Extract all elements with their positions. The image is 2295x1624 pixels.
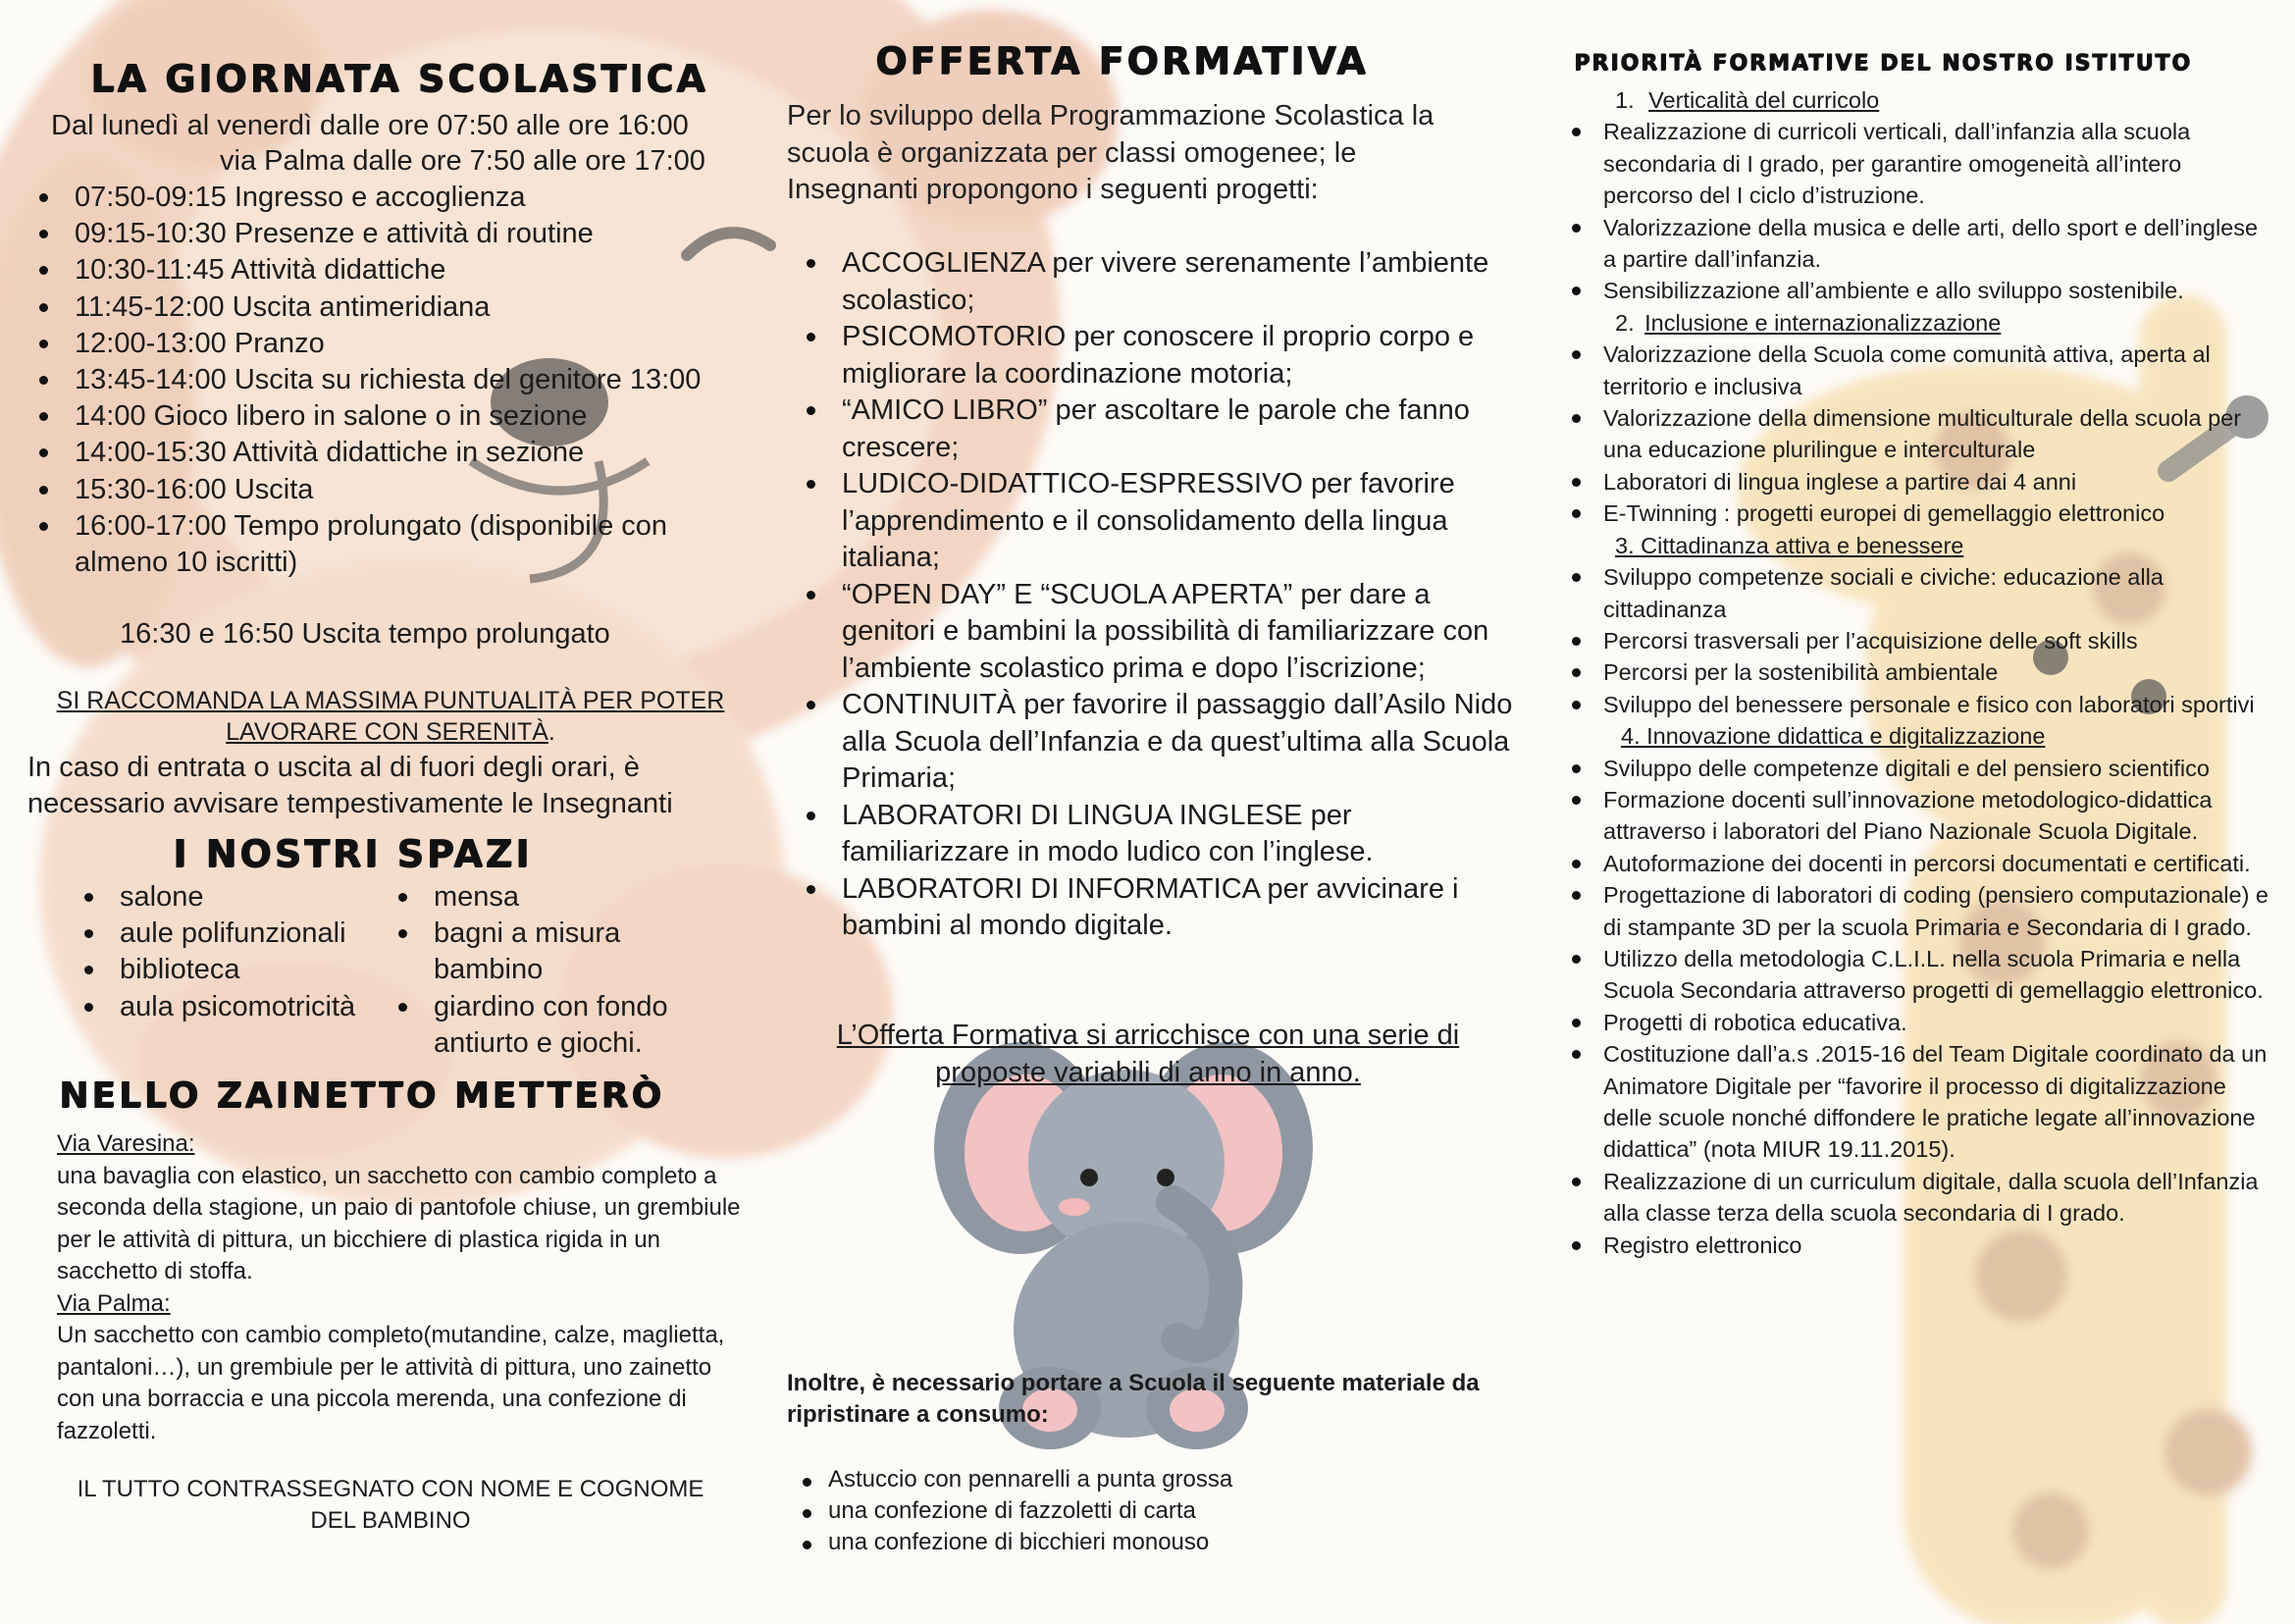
contrassegnato-line-2: DEL BAMBINO bbox=[310, 1507, 471, 1534]
project-item bbox=[797, 577, 1523, 688]
project-desc: per avvicinare i bambini al mondo digitale. bbox=[842, 872, 1459, 941]
list-item: 12:00-13:00 Pranzo bbox=[29, 326, 736, 362]
list-item: Formazione docenti sull’innovazione metodologico-didattica attraverso i laboratori del Piano Nazionale Scuola Digitale. bbox=[1564, 784, 2270, 848]
varesina-label: Via Varesina: bbox=[57, 1130, 195, 1157]
list-item: Valorizzazione della dimensione multiculturale della scuola per una educazione plurilingue e interculturale bbox=[1564, 402, 2270, 466]
project-desc: per ascoltare le parole che fanno crescere; bbox=[842, 394, 1470, 463]
project-desc: per favorire il passaggio dall’Asilo Nido alla Scuola dell’Infanzia e da quest’ultima alla Scuola Primaria; bbox=[842, 689, 1513, 794]
section-3-title: 3. Cittadinanza attiva e benessere bbox=[1615, 532, 1964, 558]
avviso-line-2: necessario avvisare tempestivamente le Insegnanti bbox=[27, 788, 673, 819]
contrassegnato-line-1: IL TUTTO CONTRASSEGNATO CON NOME E COGNOME bbox=[77, 1476, 704, 1502]
offerta-title: OFFERTA FORMATIVA bbox=[875, 39, 1369, 82]
zainetto-title: NELLO ZAINETTO METTERÒ bbox=[59, 1075, 664, 1116]
project-name: LUDICO-DIDATTICO-ESPRESSIVO bbox=[842, 468, 1303, 499]
priorita-content bbox=[1564, 84, 2270, 1261]
project-name: LABORATORI DI INFORMATICA bbox=[842, 872, 1260, 905]
project-item bbox=[797, 245, 1523, 319]
section-1-heading bbox=[1564, 84, 2270, 116]
project-name: “OPEN DAY” E “SCUOLA APERTA” bbox=[842, 578, 1293, 610]
project-item bbox=[797, 319, 1523, 393]
avviso-text bbox=[27, 750, 673, 822]
list-item: 10:30-11:45 Attività didattiche bbox=[29, 252, 736, 288]
list-item: Realizzazione di un curriculum digitale, dalla scuola dell’Infanzia alla classe terza della scuola secondaria di I grado. bbox=[1564, 1166, 2270, 1230]
hours-line-2: via Palma dalle ore 7:50 alle ore 17:00 bbox=[220, 145, 705, 177]
section-1-num: 1. bbox=[1615, 87, 1635, 113]
project-desc: per dare a genitori e bambini la possibilità di familiarizzare con l’ambiente scolastico prima e dopo l’iscrizione; bbox=[842, 578, 1489, 684]
hours-line-1: Dal lunedì al venerdì dalle ore 07:50 alle ore 16:00 bbox=[51, 110, 689, 141]
puntualita-line-2: LAVORARE CON SERENITÀ bbox=[226, 718, 548, 746]
materiale-list bbox=[793, 1464, 1480, 1558]
list-item: E-Twinning : progetti europei di gemellaggio elettronico bbox=[1564, 498, 2270, 529]
project-item bbox=[797, 687, 1523, 798]
list-item: una confezione di bicchieri monouso bbox=[793, 1527, 1480, 1558]
uscita-prolungato: 16:30 e 16:50 Uscita tempo prolungato bbox=[120, 618, 610, 650]
puntualita-line-1: SI RACCOMANDA LA MASSIMA PUNTUALITÀ PER POTER bbox=[56, 687, 725, 714]
list-item: mensa bbox=[389, 879, 722, 916]
giornata-title: LA GIORNATA SCOLASTICA bbox=[90, 57, 708, 100]
section-3-list bbox=[1564, 561, 2270, 720]
spazi-list-right bbox=[389, 879, 722, 1062]
list-item: Realizzazione di curricoli verticali, dall’infanzia alla scuola secondaria di I grado, per garantire omogeneità all’intero percorso del I ciclo d’istruzione. bbox=[1564, 116, 2270, 211]
list-item: Valorizzazione della musica e delle arti, dello sport e dell’inglese a partire dall’infanzia. bbox=[1564, 212, 2270, 276]
offerta-intro: Per lo sviluppo della Programmazione Scolastica la scuola è organizzata per classi omogenee; le Insegnanti propongono i seguenti progetti: bbox=[787, 100, 1434, 205]
section-2-list bbox=[1564, 339, 2270, 529]
project-desc: per familiarizzare in modo ludico con l’inglese. bbox=[842, 799, 1374, 867]
arricchisce-line-1: L’Offerta Formativa si arricchisce con una serie di bbox=[836, 1020, 1460, 1051]
list-item: 09:15-10:30 Presenze e attività di routine bbox=[29, 216, 736, 252]
list-item: salone bbox=[75, 879, 389, 916]
list-item: 14:00 Gioco libero in salone o in sezione bbox=[29, 398, 736, 435]
list-item: 15:30-16:00 Uscita bbox=[29, 472, 736, 508]
project-desc: per vivere serenamente l’ambiente scolastico; bbox=[842, 247, 1489, 316]
list-item: Valorizzazione della Scuola come comunità attiva, aperta al territorio e inclusiva bbox=[1564, 339, 2270, 402]
arricchisce-note bbox=[785, 1017, 1511, 1091]
list-item: bagni a misura bambino bbox=[389, 916, 722, 988]
schedule-list bbox=[29, 180, 736, 581]
zainetto-text bbox=[57, 1128, 744, 1447]
section-2-heading bbox=[1564, 307, 2270, 339]
list-item: Sensibilizzazione all’ambiente e allo sviluppo sostenibile. bbox=[1564, 275, 2270, 306]
list-item: Registro elettronico bbox=[1564, 1230, 2270, 1261]
list-item: giardino con fondo antiurto e giochi. bbox=[389, 989, 722, 1062]
spazi-title: I NOSTRI SPAZI bbox=[173, 832, 533, 875]
project-name: “AMICO LIBRO” bbox=[842, 394, 1048, 426]
list-item: 13:45-14:00 Uscita su richiesta del genitore 13:00 bbox=[29, 362, 736, 398]
section-1-list bbox=[1564, 116, 2270, 306]
project-name: PSICOMOTORIO bbox=[842, 321, 1067, 352]
list-item: Costituzione dall’a.s .2015-16 del Team Digitale coordinato da un Animatore Digitale per “favorire il processo di digitalizzazione delle scuole nonché diffondere le pratiche legate all’innovazione didattica” (nota MIUR 19.11.2015). bbox=[1564, 1038, 2270, 1166]
project-item bbox=[797, 798, 1523, 871]
list-item: una confezione di fazzoletti di carta bbox=[793, 1495, 1480, 1527]
list-item: 07:50-09:15 Ingresso e accoglienza bbox=[29, 180, 736, 216]
list-item: aula psicomotricità bbox=[75, 989, 389, 1025]
list-item: Utilizzo della metodologia C.L.I.L. nella scuola Primaria e nella Scuola Secondaria attraverso progetti di gemellaggio elettronico. bbox=[1564, 943, 2270, 1007]
materiale-intro: Inoltre, è necessario portare a Scuola il seguente materiale da ripristinare a consumo: bbox=[787, 1370, 1480, 1428]
section-2-title: Inclusione e internazionalizzazione bbox=[1644, 309, 2002, 336]
list-item: 14:00-15:30 Attività didattiche in sezione bbox=[29, 435, 736, 471]
project-desc: per favorire l’apprendimento e il consolidamento della lingua italiana; bbox=[842, 468, 1455, 573]
list-item: Laboratori di lingua inglese a partire dai 4 anni bbox=[1564, 466, 2270, 498]
varesina-text: una bavaglia con elastico, un sacchetto con cambio completo a seconda della stagione, un paio di pantofole chiuse, un grembiule per le attività di pittura, un bicchiere di plastica rigida in un sacchetto di stoffa. bbox=[57, 1162, 741, 1284]
section-4-list bbox=[1564, 753, 2270, 1262]
project-name: LABORATORI DI LINGUA INGLESE bbox=[842, 799, 1303, 831]
section-2-num: 2. bbox=[1615, 309, 1635, 336]
list-item: aule polifunzionali bbox=[75, 916, 389, 952]
palma-text: Un sacchetto con cambio completo(mutandine, calze, maglietta, pantaloni…), un grembiule per le attività di pittura, uno zainetto con una borraccia e una piccola merenda, una confezione di fazzoletti. bbox=[57, 1322, 725, 1444]
project-item bbox=[797, 871, 1523, 945]
contrassegnato-note bbox=[18, 1474, 763, 1537]
project-name: ACCOGLIENZA bbox=[842, 247, 1045, 279]
spazi-list-left bbox=[75, 879, 389, 1025]
list-item: Percorsi trasversali per l’acquisizione delle soft skills bbox=[1564, 625, 2270, 656]
list-item: Autoformazione dei docenti in percorsi documentati e certificati. bbox=[1564, 848, 2270, 879]
list-item: 11:45-12:00 Uscita antimeridiana bbox=[29, 289, 736, 326]
puntualita-notice bbox=[18, 685, 763, 748]
project-item bbox=[797, 466, 1523, 577]
project-desc: per conoscere il proprio corpo e migliorare la coordinazione motoria; bbox=[842, 321, 1475, 390]
priorita-title: PRIORITÀ FORMATIVE DEL NOSTRO ISTITUTO bbox=[1574, 51, 2192, 76]
project-name: CONTINUITÀ bbox=[842, 689, 1017, 720]
list-item: Progetti di robotica educativa. bbox=[1564, 1007, 2270, 1038]
avviso-line-1: In caso di entrata o uscita al di fuori degli orari, è bbox=[27, 752, 640, 783]
list-item: biblioteca bbox=[75, 952, 389, 988]
projects-list bbox=[797, 245, 1523, 945]
section-1-title: Verticalità del curricolo bbox=[1648, 87, 1880, 113]
list-item: Astuccio con pennarelli a punta grossa bbox=[793, 1464, 1480, 1495]
puntualita-dot: . bbox=[548, 718, 555, 746]
palma-label: Via Palma: bbox=[57, 1289, 171, 1317]
arricchisce-line-2: proposte variabili di anno in anno. bbox=[935, 1057, 1361, 1088]
section-4-title: 4. Innovazione didattica e digitalizzazione bbox=[1621, 723, 2046, 750]
list-item: 16:00-17:00 Tempo prolungato (disponibile con almeno 10 iscritti) bbox=[29, 508, 736, 581]
list-item: Sviluppo competenze sociali e civiche: educazione alla cittadinanza bbox=[1564, 561, 2270, 625]
project-item bbox=[797, 393, 1523, 466]
list-item: Progettazione di laboratori di coding (pensiero computazionale) e di stampante 3D per la scuola Primaria e Secondaria di I grado. bbox=[1564, 879, 2270, 943]
list-item: Sviluppo delle competenze digitali e del pensiero scientifico bbox=[1564, 753, 2270, 784]
list-item: Percorsi per la sostenibilità ambientale bbox=[1564, 656, 2270, 688]
list-item: Sviluppo del benessere personale e fisico con laboratori sportivi bbox=[1564, 689, 2270, 720]
